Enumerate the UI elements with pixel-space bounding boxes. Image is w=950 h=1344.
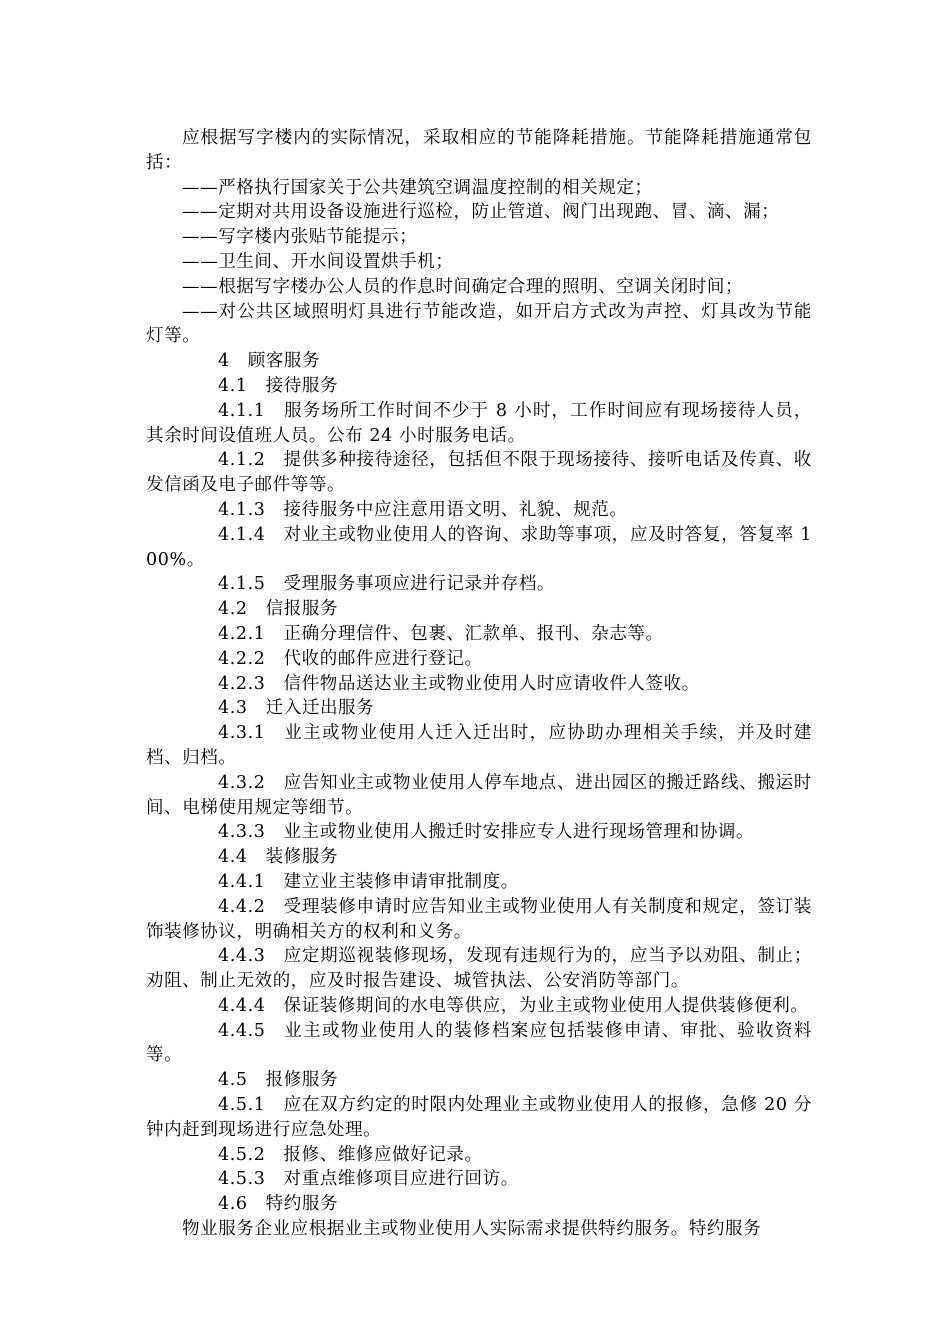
- clause: [146, 895, 812, 945]
- clause-text: 保证装修期间的水电等供应，为业主或物业使用人提供装修便利。: [283, 995, 809, 1016]
- clause-number: 4.5.3: [218, 1169, 266, 1190]
- clause: [146, 944, 812, 994]
- clause-text: 受理服务事项应进行记录并存档。: [283, 574, 556, 595]
- paragraph-text: 应根据写字楼内的实际情况，采取相应的节能降耗措施。节能降耗措施通常包括：: [146, 128, 812, 173]
- clause-number: 4.3.1: [218, 723, 266, 744]
- clause: [146, 1167, 812, 1192]
- clause: [146, 399, 812, 449]
- clause: [146, 1143, 812, 1168]
- section-title: 特约服务: [265, 1194, 339, 1215]
- section-number: 4.6: [218, 1194, 248, 1215]
- list-item-text: ——定期对共用设备设施进行巡检，防止管道、阀门出现跑、冒、滴、漏；: [182, 202, 780, 223]
- section-heading: [146, 1192, 812, 1217]
- section-title: 接待服务: [265, 375, 339, 396]
- clause: [146, 498, 812, 523]
- section-heading: [146, 696, 812, 721]
- clause: [146, 721, 812, 771]
- clause-number: 4.1.5: [218, 574, 266, 595]
- paragraph: [146, 126, 812, 176]
- section-number: 4.3: [218, 698, 248, 719]
- list-item: [146, 275, 812, 300]
- list-item-text: ——根据写字楼办公人员的作息时间确定合理的照明、空调关闭时间；: [182, 276, 744, 297]
- clause: [146, 622, 812, 647]
- section-heading: [146, 845, 812, 870]
- list-item-text: ——写字楼内张贴节能提示；: [182, 227, 418, 248]
- clause-text: 对业主或物业使用人的咨询、求助等事项，应及时答复，答复率 100%。: [146, 524, 812, 570]
- clause-number: 4.4.1: [218, 871, 266, 892]
- section-number: 4.5: [218, 1070, 248, 1091]
- clause-text: 业主或物业使用人搬迁时安排应专人进行现场管理和协调。: [283, 822, 755, 843]
- clause: [146, 994, 812, 1019]
- clause-number: 4.2.3: [218, 673, 266, 694]
- clause-text: 业主或物业使用人的装修档案应包括装修申请、审批、验收资料等。: [146, 1020, 812, 1066]
- list-item-text: ——对公共区域照明灯具进行节能改造，如开启方式改为声控、灯具改为节能灯等。: [146, 301, 812, 347]
- section-title: 信报服务: [265, 599, 339, 620]
- list-item: [146, 250, 812, 275]
- section-title: 装修服务: [265, 847, 339, 868]
- clause-text: 对重点维修项目应进行回访。: [283, 1169, 519, 1190]
- list-item-text: ——严格执行国家关于公共建筑空调温度控制的相关规定；: [182, 177, 653, 198]
- clause: [146, 1019, 812, 1069]
- clause-text: 建立业主装修申请审批制度。: [283, 871, 519, 892]
- clause-number: 4.1.2: [218, 450, 266, 471]
- clause-number: 4.5.1: [218, 1095, 266, 1116]
- clause: [146, 771, 812, 821]
- clause-text: 应在双方约定的时限内处理业主或物业使用人的报修，急修 20 分钟内赶到现场进行应急处理。: [146, 1095, 812, 1140]
- clause-text: 信件物品送达业主或物业使用人时应请收件人签收。: [283, 673, 700, 694]
- section-title: 迁入迁出服务: [265, 698, 375, 719]
- clause: [146, 647, 812, 672]
- clause-number: 4.5.2: [218, 1144, 266, 1165]
- list-item-text: ——卫生间、开水间设置烘手机；: [182, 251, 454, 272]
- section-number: 4.1: [218, 375, 248, 396]
- clause: [146, 448, 812, 498]
- section-heading: [146, 1068, 812, 1093]
- clause-text: 接待服务中应注意用语文明、礼貌、规范。: [283, 499, 628, 520]
- clause-number: 4.4.3: [218, 946, 266, 967]
- clause: [146, 572, 812, 597]
- clause: [146, 523, 812, 573]
- section-heading: [146, 597, 812, 622]
- list-item: [146, 176, 812, 201]
- list-item: [146, 200, 812, 225]
- clause-text: 应定期巡视装修现场，发现有违规行为的，应当予以劝阻、制止；劝阻、制止无效的，应及时报告建设、城管执法、公安消防等部门。: [146, 946, 812, 992]
- clause-number: 4.1.4: [218, 524, 266, 545]
- clause: [146, 820, 812, 845]
- clause: [146, 672, 812, 697]
- clause-text: 应告知业主或物业使用人停车地点、进出园区的搬迁路线、搬运时间、电梯使用规定等细节。: [146, 772, 812, 818]
- document-body: [146, 126, 812, 1242]
- clause-number: 4.2.2: [218, 648, 266, 669]
- clause-text: 报修、维修应做好记录。: [283, 1144, 483, 1165]
- section-title: 顾客服务: [247, 351, 321, 372]
- section-number: 4.4: [218, 847, 248, 868]
- clause-number: 4.4.4: [218, 995, 266, 1016]
- section-number: 4.2: [218, 599, 248, 620]
- clause-text: 正确分理信件、包裹、汇款单、报刊、杂志等。: [283, 623, 664, 644]
- clause-text: 服务场所工作时间不少于 8 小时，工作时间应有现场接待人员，其余时间设值班人员。公布 24 小时服务电话。: [146, 400, 812, 446]
- clause-number: 4.2.1: [218, 623, 266, 644]
- list-item: [146, 300, 812, 350]
- paragraph: [146, 1217, 812, 1242]
- clause-number: 4.4.2: [218, 896, 266, 917]
- clause-number: 4.3.3: [218, 822, 266, 843]
- section-heading: [146, 374, 812, 399]
- clause-number: 4.3.2: [218, 772, 266, 793]
- section-heading: [146, 349, 812, 374]
- paragraph-text: 物业服务企业应根据业主或物业使用人实际需求提供特约服务。特约服务: [182, 1219, 762, 1240]
- clause-text: 代收的邮件应进行登记。: [283, 648, 483, 669]
- clause-number: 4.1.3: [218, 499, 266, 520]
- list-item: [146, 225, 812, 250]
- clause-number: 4.4.5: [218, 1020, 266, 1041]
- clause-text: 业主或物业使用人迁入迁出时，应协助办理相关手续，并及时建档、归档。: [146, 723, 812, 768]
- section-title: 报修服务: [265, 1070, 339, 1091]
- clause-text: 受理装修申请时应告知业主或物业使用人有关制度和规定，签订装饰装修协议，明确相关方的权利和义务。: [146, 896, 812, 942]
- section-number: 4: [218, 351, 230, 372]
- clause: [146, 1093, 812, 1143]
- clause-text: 提供多种接待途径，包括但不限于现场接待、接听电话及传真、收发信函及电子邮件等等。: [146, 450, 812, 496]
- clause: [146, 870, 812, 895]
- clause-number: 4.1.1: [218, 400, 266, 421]
